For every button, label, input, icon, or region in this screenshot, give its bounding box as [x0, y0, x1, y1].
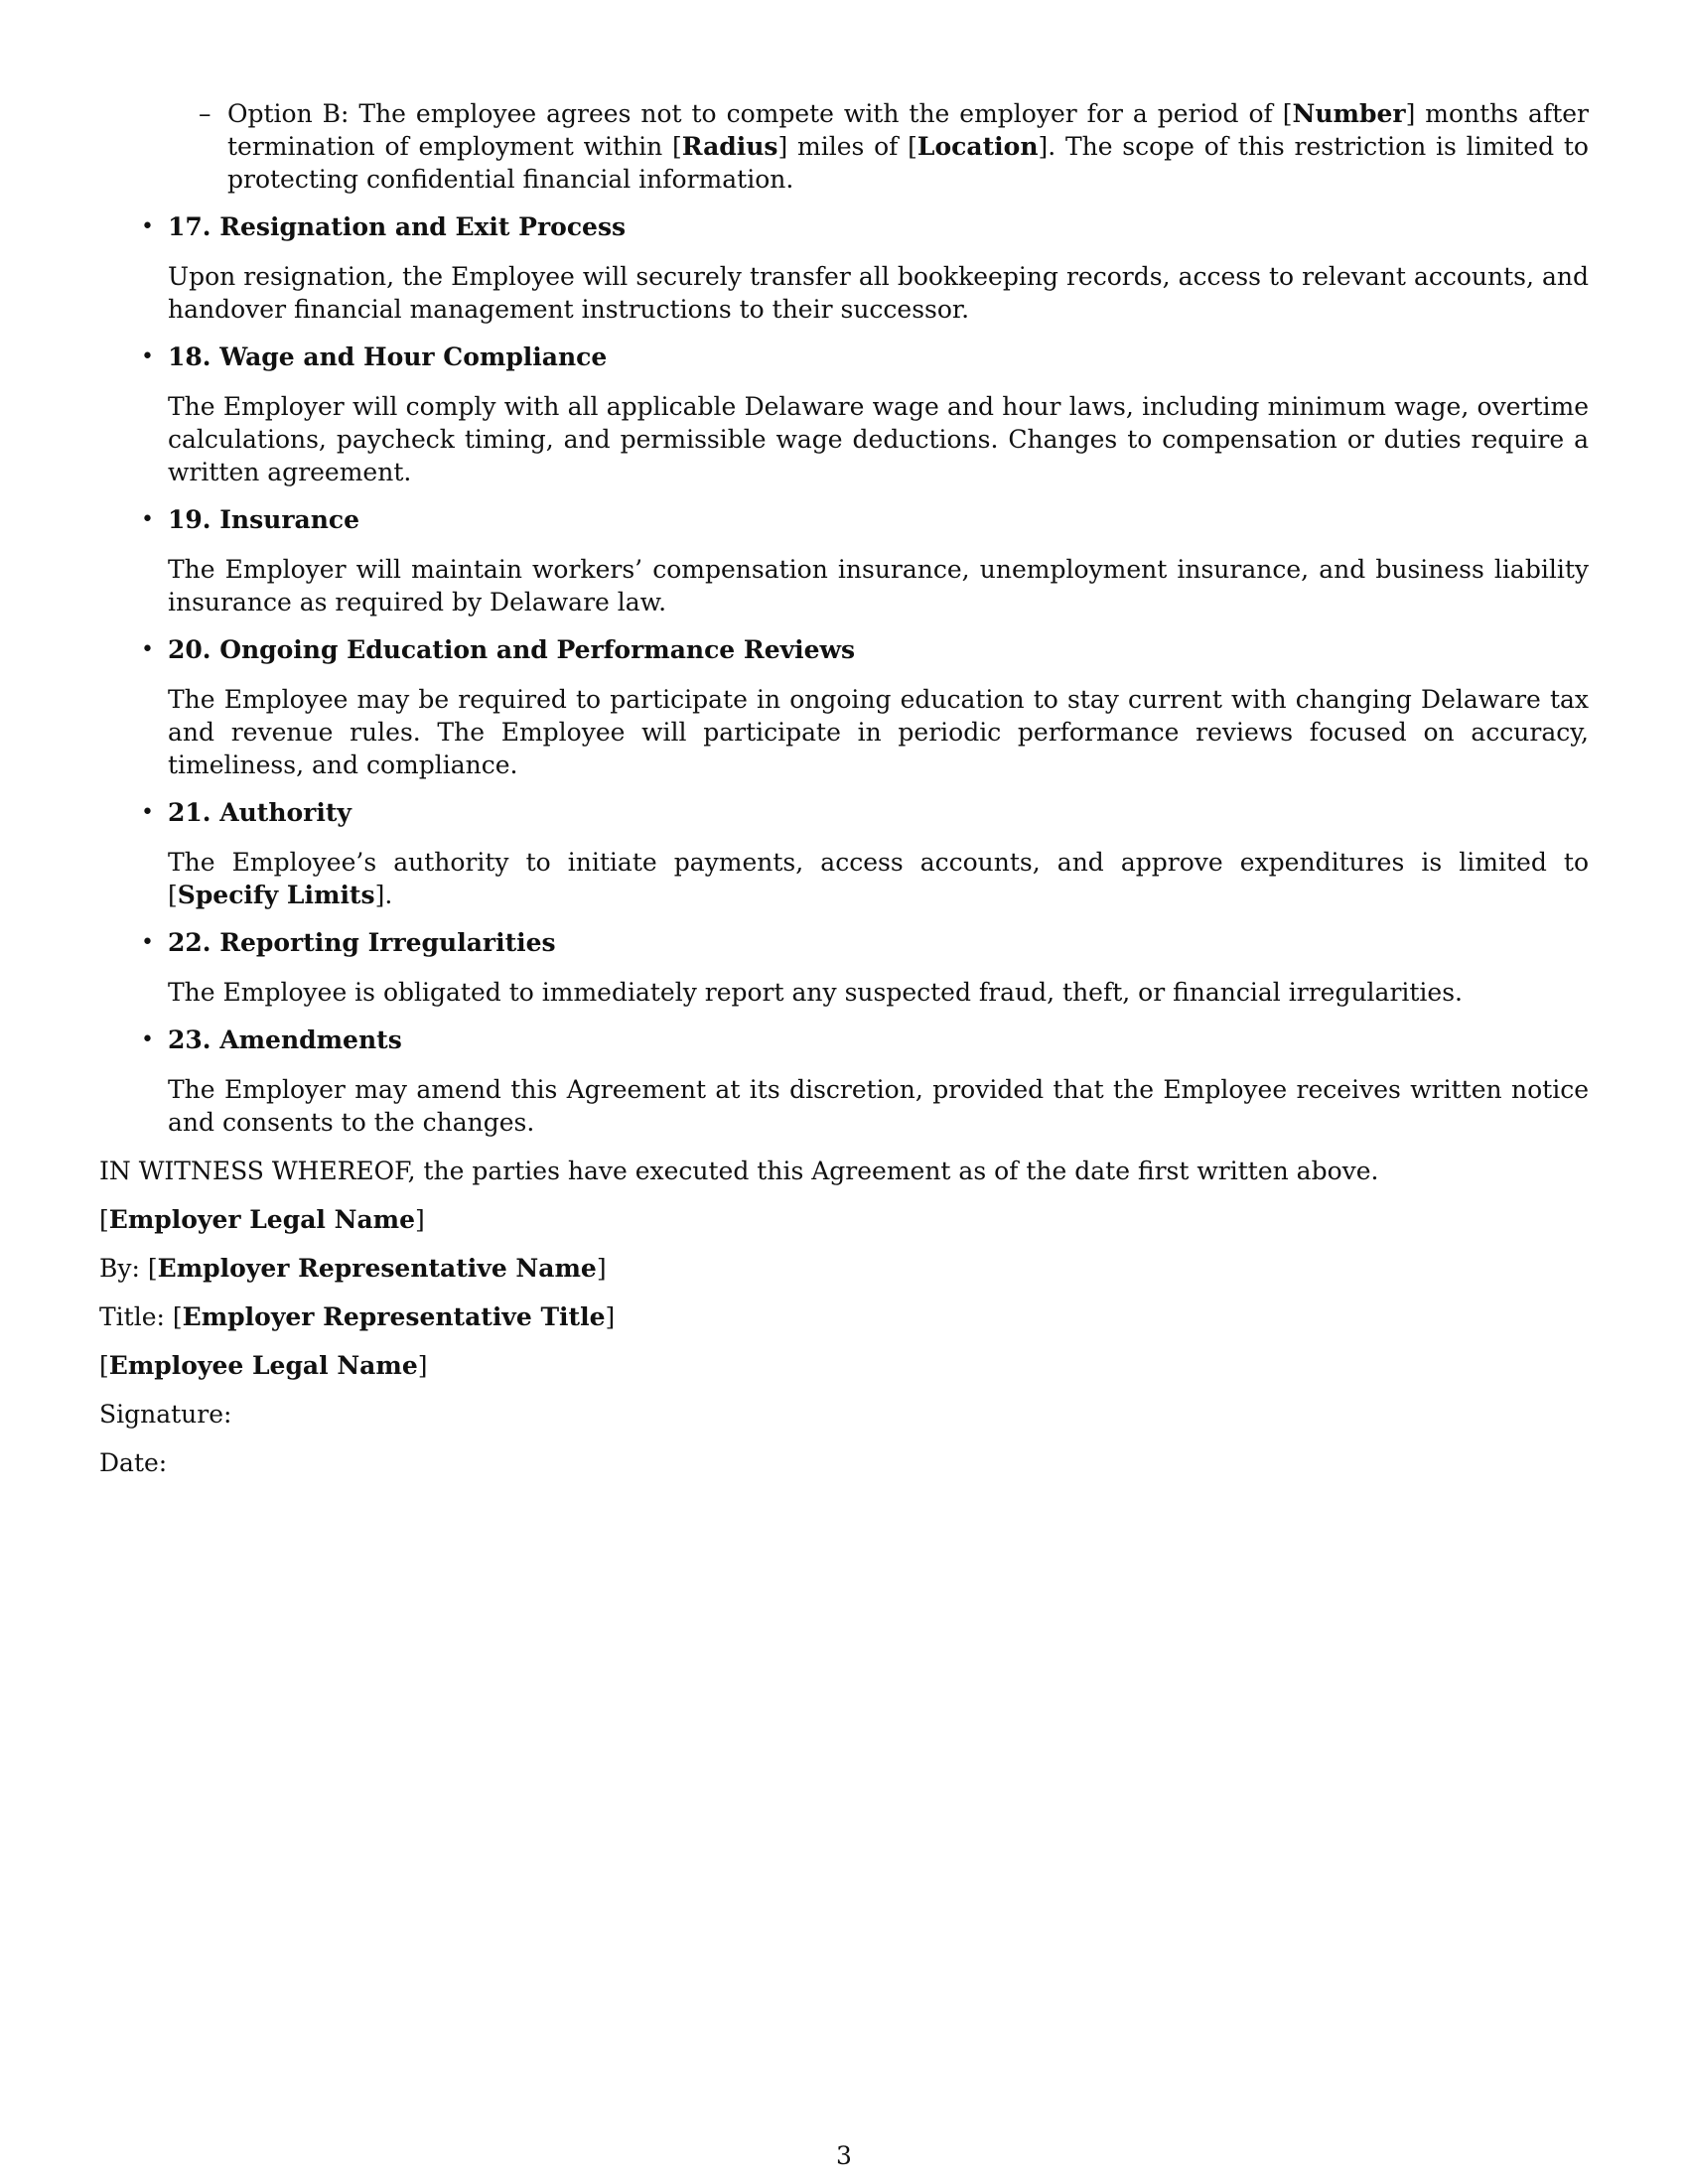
section-body: The Employer will maintain workers’ compensation insurance, unemployment insurance, and business liability insurance as required by Delaware law. [168, 555, 1589, 616]
section-body: The Employee is obligated to immediately report any suspected fraud, theft, or financial irregularities. [168, 978, 1464, 1007]
section-body: The Employer will comply with all applicable Delaware wage and hour laws, including minimum wage, overtime calculations, paycheck timing, and permissible wage deductions. Changes to compensation or duties require a written agreement. [168, 392, 1589, 486]
section-body: The Employer may amend this Agreement at its discretion, provided that the Employee receives written notice and consents to the changes. [168, 1075, 1589, 1137]
section-body [168, 846, 1589, 911]
bullet-icon: • [141, 214, 154, 239]
page-number: 3 [836, 2141, 852, 2170]
dash-marker: – [199, 99, 211, 128]
employer-legal-name-line [99, 1203, 1589, 1236]
placeholder-number: Number [1292, 99, 1406, 128]
section-body: Upon resignation, the Employee will securely transfer all bookkeeping records, access to relevant accounts, and handover financial management instructions to their successor. [168, 262, 1589, 324]
bullet-icon: • [141, 800, 154, 825]
employer-rep-name: Employer Representative Name [157, 1254, 597, 1283]
bracket-open: [ [147, 1254, 158, 1283]
section-body: The Employee may be required to participate in ongoing education to stay current with changing Delaware tax and revenue rules. The Employee will participate in periodic performance reviews focused on accuracy, timeliness, and compliance. [168, 685, 1589, 779]
document-page [99, 97, 1589, 1479]
witness-statement: IN WITNESS WHEREOF, the parties have executed this Agreement as of the date first written above. [99, 1157, 1379, 1185]
section-heading: 17. Resignation and Exit Process [168, 212, 627, 241]
section-heading: 18. Wage and Hour Compliance [168, 342, 608, 371]
section-body-text: The Employee’s authority to initiate payments, access accounts, and approve expenditures is limited to [ [168, 848, 1589, 909]
section-22 [141, 926, 1589, 1009]
option-b-paragraph [199, 97, 1590, 196]
bracket-close: ] [417, 1351, 428, 1380]
option-b-text-2: ] months after termination of employment within [ [227, 99, 1590, 161]
section-heading: 21. Authority [168, 798, 352, 827]
bullet-icon: • [141, 637, 154, 662]
placeholder-location: Location [916, 132, 1039, 161]
employer-rep-title-line [99, 1300, 1589, 1333]
bullet-icon: • [141, 930, 154, 955]
section-23 [141, 1024, 1589, 1139]
placeholder-radius: Radius [681, 132, 778, 161]
section-17 [141, 210, 1589, 326]
bracket-open: [ [99, 1205, 109, 1234]
bracket-open: [ [99, 1351, 109, 1380]
option-b-text-3: ] miles of [ [777, 132, 917, 161]
employer-legal-name: Employer Legal Name [108, 1205, 416, 1234]
employer-rep-name-line [99, 1252, 1589, 1285]
option-b-text-4: ]. The scope of this restriction is limited to protecting confidential financial information. [227, 132, 1589, 194]
employee-legal-name-line [99, 1349, 1589, 1382]
bracket-close: ] [596, 1254, 607, 1283]
bracket-close: ] [415, 1205, 425, 1234]
section-list [99, 210, 1589, 1139]
date-label: Date: [99, 1448, 168, 1477]
bracket-close: ] [605, 1302, 616, 1331]
section-heading: 20. Ongoing Education and Performance Reviews [168, 635, 856, 664]
bullet-icon: • [141, 344, 154, 369]
title-label: Title: [99, 1302, 173, 1331]
bracket-open: [ [172, 1302, 183, 1331]
section-19 [141, 503, 1589, 618]
employee-legal-name: Employee Legal Name [108, 1351, 418, 1380]
section-heading: 22. Reporting Irregularities [168, 928, 556, 957]
section-body-text-end: ]. [374, 881, 393, 909]
section-21 [141, 796, 1589, 911]
option-b-text-1: Option B: The employee agrees not to compete with the employer for a period of [ [227, 99, 1293, 128]
bullet-icon: • [141, 1027, 154, 1052]
placeholder-specify-limits: Specify Limits [177, 881, 375, 909]
signature-label: Signature: [99, 1400, 232, 1429]
section-18 [141, 341, 1589, 488]
bullet-icon: • [141, 507, 154, 532]
by-label: By: [99, 1254, 148, 1283]
section-heading: 19. Insurance [168, 505, 359, 534]
employer-rep-title: Employer Representative Title [182, 1302, 606, 1331]
section-heading: 23. Amendments [168, 1025, 402, 1054]
section-20 [141, 633, 1589, 781]
